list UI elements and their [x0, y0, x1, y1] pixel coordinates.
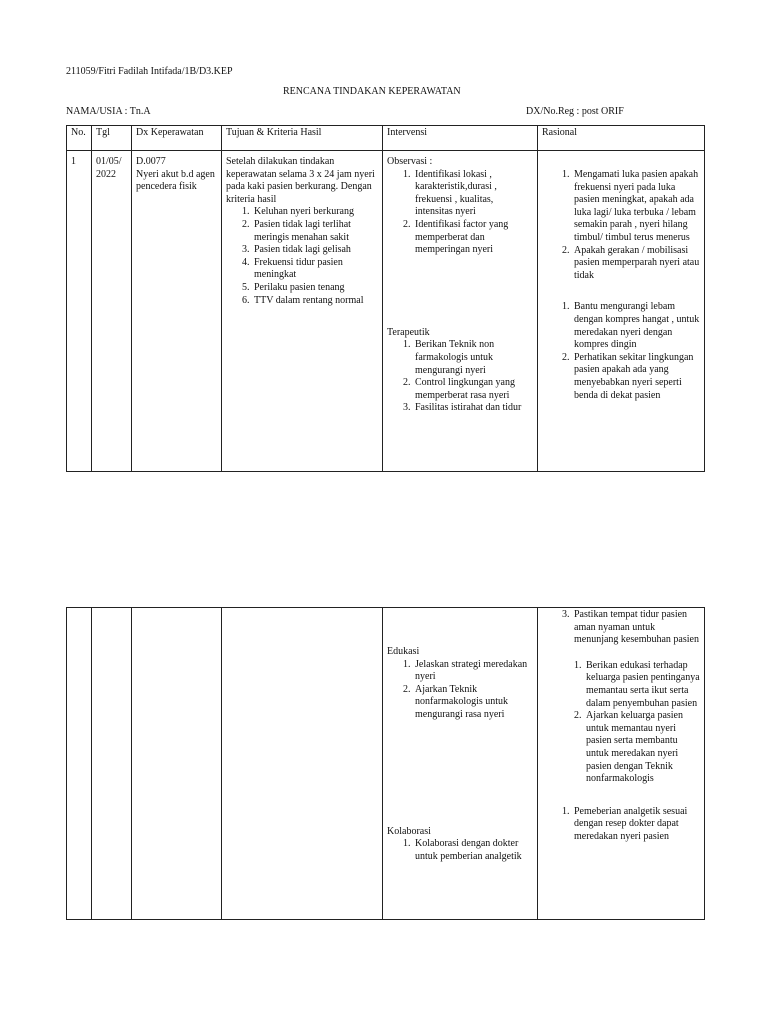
- cell-intervensi: [383, 608, 538, 920]
- list-item: 3. Fasilitas istirahat dan tidur: [413, 402, 533, 415]
- observasi-title: Observasi :: [387, 156, 433, 167]
- list-item: 2. Apakah gerakan / mobilisasi pasien memperparah nyeri atau tidak: [572, 245, 700, 283]
- table-header-row: [67, 126, 705, 151]
- kriteria-list: [226, 206, 378, 307]
- edukasi-list: [387, 659, 533, 722]
- dx-text: Nyeri akut b.d agen pencedera fisik: [136, 168, 215, 193]
- row-number: 1: [71, 156, 76, 167]
- rasional-ter-list: [546, 301, 700, 402]
- list-item: 2. Control lingkungan yang memperberat rasa nyeri: [413, 377, 533, 402]
- table-row: [67, 608, 705, 920]
- list-item: 1. Bantu mengurangi lebam dengan kompres hangat , untuk meredakan nyeri dengan kompres dingin: [572, 301, 700, 351]
- cell-rasional: [538, 608, 705, 920]
- rasional-ter-list-continued: [546, 609, 700, 647]
- list-item: 2. Pasien tidak lagi terlihat meringis menahan sakit: [252, 219, 378, 244]
- cell-tujuan: [222, 608, 383, 920]
- terapeutik-title: Terapeutik: [387, 326, 430, 338]
- page-title: RENCANA TINDAKAN KEPERAWATAN: [283, 86, 461, 97]
- date-part-1: 01/05/: [96, 156, 122, 167]
- list-item: 6. TTV dalam rentang normal: [252, 295, 378, 308]
- cell-tgl: [92, 608, 132, 920]
- rasional-obs-list: [546, 169, 700, 282]
- cell-intervensi: [383, 151, 538, 472]
- col-header-no: No.: [67, 126, 92, 151]
- list-item: 3. Pastikan tempat tidur pasien aman nyaman untuk menunjang kesembuhan pasien: [572, 609, 700, 647]
- observasi-list: [387, 169, 533, 257]
- dx-code: D.0077: [136, 156, 166, 167]
- cell-no: [67, 151, 92, 472]
- list-item: 1. Berikan edukasi terhadap keluarga pasien pentinganya memantau serta ikut serta dalam penyembuhan pasien: [584, 660, 700, 710]
- col-header-dx: Dx Keperawatan: [132, 126, 222, 151]
- list-item: 2. Identifikasi factor yang memperberat dan memperingan nyeri: [413, 219, 533, 257]
- list-item: 1. Kolaborasi dengan dokter untuk pemberian analgetik: [413, 838, 533, 863]
- col-header-intervensi: Intervensi: [383, 126, 538, 151]
- tujuan-intro: Setelah dilakukan tindakan keperawatan selama 3 x 24 jam nyeri pada kaki pasien berkurang. Dengan kriteria hasil: [226, 156, 375, 205]
- cell-dx: [132, 151, 222, 472]
- terapeutik-list: [387, 339, 533, 415]
- col-header-tgl: Tgl: [92, 126, 132, 151]
- kolaborasi-title: Kolaborasi: [387, 825, 431, 837]
- care-plan-table-continued: [66, 607, 705, 920]
- list-item: 5. Perilaku pasien tenang: [252, 282, 378, 295]
- kolaborasi-list: [387, 838, 533, 863]
- list-item: 1. Pemeberian analgetik sesuai dengan resep dokter dapat meredakan nyeri pasien: [572, 806, 700, 844]
- care-plan-table: [66, 125, 705, 472]
- list-item: 2. Ajarkan keluarga pasien untuk memantau nyeri pasien serta membantu untuk meredakan nyeri pasien dengan Teknik nonfarmakologis: [584, 710, 700, 786]
- list-item: 4. Frekuensi tidur pasien meningkat: [252, 257, 378, 282]
- col-header-rasional: Rasional: [538, 126, 705, 151]
- list-item: 1. Identifikasi lokasi , karakteristik,durasi , frekuensi , kualitas, intensitas nyeri: [413, 169, 533, 219]
- diagnosis-reg: DX/No.Reg : post ORIF: [526, 106, 624, 117]
- cell-tgl: [92, 151, 132, 472]
- col-header-tujuan: Tujuan & Kriteria Hasil: [222, 126, 383, 151]
- date-part-2: 2022: [96, 168, 116, 180]
- list-item: 2. Perhatikan sekitar lingkungan pasien apakah ada yang menyebabkan nyeri seperti benda di dekat pasien: [572, 352, 700, 402]
- list-item: 1. Jelaskan strategi meredakan nyeri: [413, 659, 533, 684]
- rasional-kol-list: [546, 806, 700, 844]
- list-item: 3. Pasien tidak lagi gelisah: [252, 244, 378, 257]
- list-item: 1. Mengamati luka pasien apakah frekuensi nyeri pada luka pasien meningkat, apakah ada luka lagi/ luka terbuka / lebam semakin parah , nyeri hilang timbul/ timbul terus menerus: [572, 169, 700, 245]
- list-item: 1. Berikan Teknik non farmakologis untuk mengurangi nyeri: [413, 339, 533, 377]
- list-item: 2. Ajarkan Teknik nonfarmakologis untuk mengurangi rasa nyeri: [413, 684, 533, 722]
- cell-no: [67, 608, 92, 920]
- cell-rasional: [538, 151, 705, 472]
- student-id-line: 211059/Fitri Fadilah Intifada/1B/D3.KEP: [66, 66, 233, 77]
- cell-dx: [132, 608, 222, 920]
- list-item: 1. Keluhan nyeri berkurang: [252, 206, 378, 219]
- table-row: [67, 151, 705, 472]
- patient-name-age: NAMA/USIA : Tn.A: [66, 106, 151, 117]
- cell-tujuan: [222, 151, 383, 472]
- edukasi-title: Edukasi: [387, 646, 420, 657]
- rasional-edu-list: [546, 660, 700, 786]
